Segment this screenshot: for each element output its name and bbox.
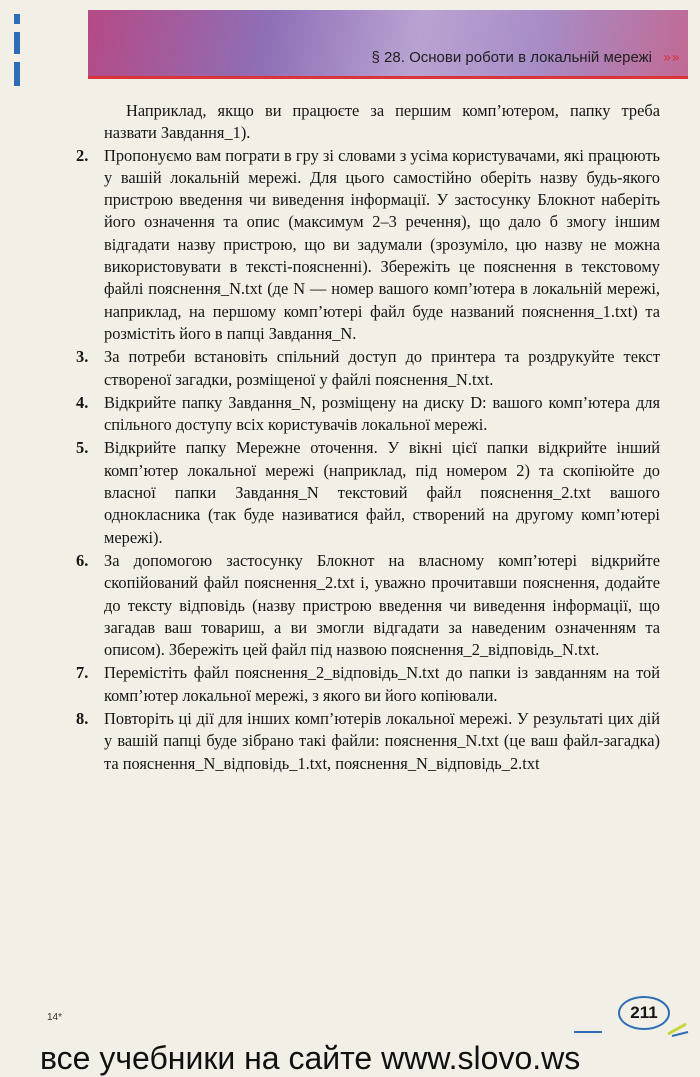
item-number: 3. [76,347,89,367]
page-number: 211 [618,996,670,1030]
item-number: 4. [76,392,89,412]
footnote-mark: 14* [47,1012,63,1023]
list-item [76,708,660,775]
list-item [76,392,660,437]
watermark-caption: все учебники на сайте www.slovo.ws [40,1040,581,1076]
margin-marks [14,14,24,94]
intro-paragraph: Наприклад, якщо ви працюєте за першим комп’ютером, папку треба назвати Завдання_1). [104,101,660,143]
list-item [76,145,660,346]
section-banner [88,10,688,79]
list-item [76,550,660,661]
page-content [76,100,660,776]
item-number: 5. [76,438,89,458]
list-item [76,346,660,391]
list-item [76,437,660,548]
section-title: § 28. Основи роботи в локальній мережі [371,49,652,66]
item-text: Відкрийте папку Завдання_N, розміщену на диску D: вашого комп’ютера для спільного доступу всіх користувачів локальної мережі. [104,392,660,435]
item-text: Пропонуємо вам пограти в гру зі словами з усіма користувачами, які працюють у вашій локальній мережі. Для цього самостійно оберіть назву будь-якого пристрою введення чи виведення інформації. У застосунку Блокнот наберіть його означення та опис (максимум 2–3 речення), що дало б змогу іншим відгадати назву пристрою, що ви задумали (зрозуміло, цю назву не можна використовувати в тексті-поясненні). Збережіть це пояснення в текстовому файлі пояснення_N.txt (де N — номер вашого комп’ютера в локальній мережі, наприклад, на першому комп’ютері файл буде названий пояснення_1.txt) та розмістіть його в папці Завдання_N. [104,145,660,343]
item-text: За допомогою застосунку Блокнот на власному комп’ютері відкрийте скопійований файл пояснення_2.txt і, уважно прочитавши пояснення, додайте до тексту відповідь (назву пристрою введення чи виведення інформації, що загадав ваш товариш, а ви змогли відгадати за наведеним означенням та описом). Збережіть цей файл під назвою пояснення_2_відповідь_N.txt. [104,550,660,660]
list-item [76,662,660,707]
arrows-icon: »» [662,50,680,66]
item-number: 6. [76,550,89,570]
item-text: За потреби встановіть спільний доступ до принтера та роздрукуйте текст створеної загадки, розміщеної у файлі пояснення_N.txt. [104,347,660,389]
item-text: Перемістіть файл пояснення_2_відповідь_N.txt до папки із завданням на той комп’ютер локальної мережі, з якого ви його копіювали. [104,663,660,705]
item-number: 2. [76,145,89,165]
item-text: Відкрийте папку Мережне оточення. У вікні цієї папки відкрийте інший комп’ютер локальної мережі (наприклад, під номером 2) та скопіюйте до власної папки Завдання_N текстовий файл пояснення_2.txt вашого однокласника (так буде називатися файл, створений на другому комп’ютері мережі). [104,438,660,547]
item-number: 7. [76,663,89,683]
item-text: Повторіть ці дії для інших комп’ютерів локальної мережі. У результаті цих дій у вашій папці буде зібрано такі файли: пояснення_N.txt (це ваш файл-загадка) та пояснення_N_відповідь_1.txt, пояснення_N_відповідь_2.txt [104,709,660,773]
item-number: 8. [76,709,89,729]
